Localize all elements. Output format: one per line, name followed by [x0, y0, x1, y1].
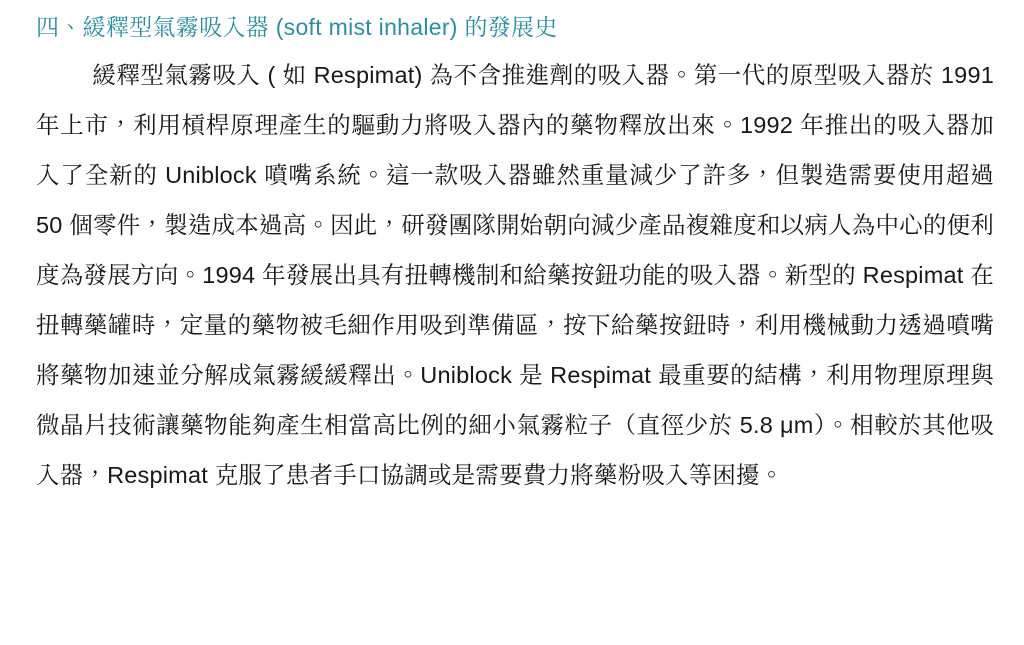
body-paragraph-text: 緩釋型氣霧吸入 ( 如 Respimat) 為不含推進劑的吸入器。第一代的原型吸入器於 1991 年上市，利用槓桿原理產生的驅動力將吸入器內的藥物釋放出來。1992 年推出的吸入器加入了全新的 Uniblock 噴嘴系統。這一款吸入器雖然重量減少了許多，但製造需要使用超過 50 個零件，製造成本過高。因此，研發團隊開始朝向減少產品複雜度和以病人為中心的便利度為發展方向。1994 年發展出具有扭轉機制和給藥按鈕功能的吸入器。新型的 Respimat 在扭轉藥罐時，定量的藥物被毛細作用吸到準備區，按下給藥按鈕時，利用機械動力透過噴嘴將藥物加速並分解成氣霧緩緩釋出。Uniblock 是 Respimat 最重要的結構，利用物理原理與微晶片技術讓藥物能夠產生相當高比例的細小氣霧粒子（直徑少於 5.8 μm）。相較於其他吸入器，Respimat 克服了患者手口協調或是需要費力將藥粉吸入等困擾。	[36, 62, 994, 488]
section-heading: 四、緩釋型氣霧吸入器 (soft mist inhaler) 的發展史	[36, 14, 558, 40]
body-paragraph-block	[36, 50, 994, 500]
